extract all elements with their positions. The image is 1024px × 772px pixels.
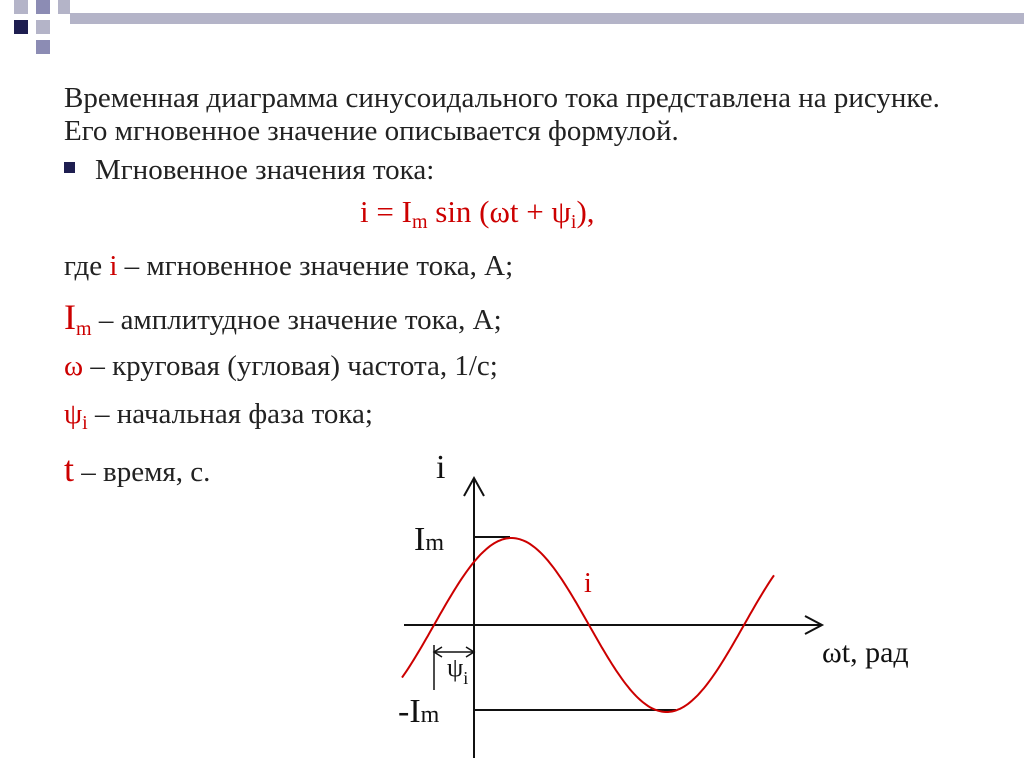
bullet-square-icon	[64, 162, 75, 173]
formula-amp-sub: m	[411, 211, 428, 233]
current-formula	[360, 194, 595, 234]
deco-square-5	[36, 20, 50, 34]
header-bar	[70, 13, 1024, 24]
phase-label: $\psi_i$	[447, 653, 469, 688]
def-psi-text: – начальная фаза тока;	[87, 398, 373, 430]
formula-phase-sub: i	[570, 211, 577, 233]
def-omega-symbol: ω	[64, 350, 84, 382]
def-i	[64, 250, 513, 283]
def-t	[64, 448, 210, 490]
def-im-text: – амплитудное значение тока, А;	[91, 304, 502, 336]
formula-tail: ),	[576, 194, 595, 229]
formula-eq: =	[368, 194, 402, 229]
curve-label: i	[584, 568, 592, 599]
def-psi	[64, 398, 373, 435]
deco-square-3	[58, 0, 70, 14]
deco-square-4	[14, 20, 28, 34]
def-im-symbol: I	[64, 297, 76, 337]
formula-amp: I	[401, 194, 412, 229]
def-t-text: – время, с.	[74, 456, 211, 488]
min-label: -Im	[398, 693, 440, 730]
bullet-item	[64, 154, 434, 187]
def-omega	[64, 350, 498, 383]
sinusoid-diagram	[392, 440, 952, 767]
def-i-text: – мгновенное значение тока, А;	[117, 250, 514, 282]
intro-paragraph: Временная диаграмма синусоидального тока представлена на рисунке. Его мгновенное значение описывается формулой.	[64, 82, 940, 147]
formula-func: sin (ωt + ψ	[427, 194, 571, 229]
bullet-text: Мгновенное значения тока:	[95, 154, 435, 186]
x-axis-label: ωt, рад	[822, 636, 909, 669]
y-axis-label: i	[436, 449, 446, 486]
def-i-symbol: i	[109, 250, 118, 282]
def-psi-sub: i	[82, 412, 88, 434]
def-psi-symbol: ψ	[64, 398, 83, 430]
def-omega-text: – круговая (угловая) частота, 1/с;	[83, 350, 498, 382]
deco-square-1	[14, 0, 28, 14]
formula-lhs: i	[360, 194, 369, 229]
def-im-sub: m	[76, 318, 92, 340]
deco-square-2	[36, 0, 50, 14]
deco-square-6	[36, 40, 50, 54]
max-label: Im	[414, 521, 444, 558]
sinusoid-svg	[392, 440, 952, 767]
def-t-symbol: t	[64, 449, 75, 489]
def-where: где	[64, 250, 110, 282]
def-im	[64, 296, 502, 341]
